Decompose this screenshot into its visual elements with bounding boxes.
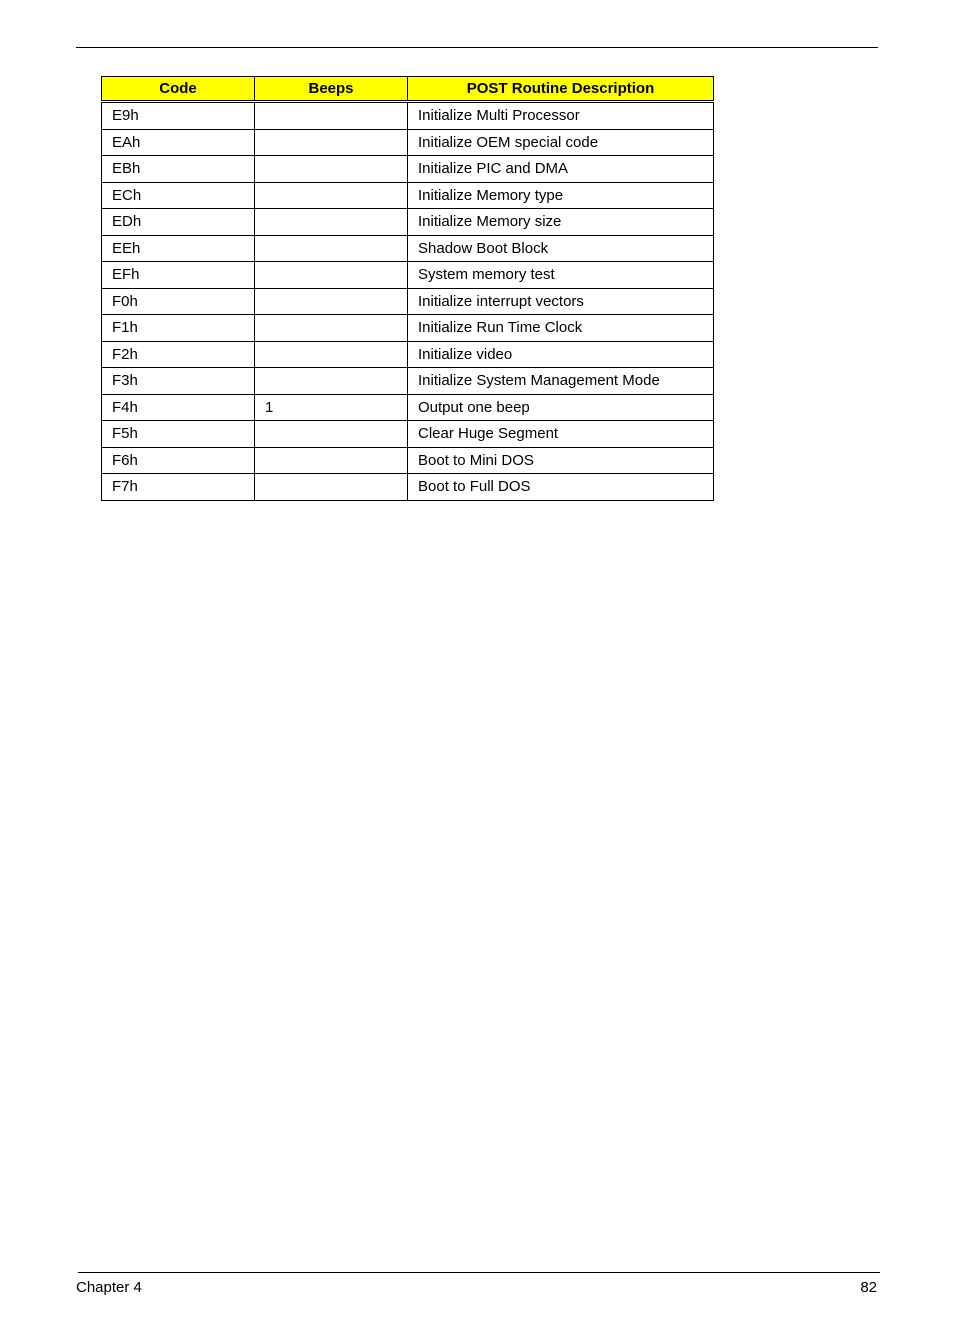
beeps-cell [255,368,408,395]
footer-rule [78,1272,880,1273]
beeps-cell [255,156,408,183]
table-row [102,209,714,236]
table-row [102,235,714,262]
beeps-cell [255,235,408,262]
table-row [102,262,714,289]
table-header [102,77,714,102]
description-cell: Initialize Multi Processor [408,102,714,130]
beeps-cell [255,209,408,236]
table-body [102,102,714,501]
beeps-cell [255,447,408,474]
table-row [102,315,714,342]
description-cell: Clear Huge Segment [408,421,714,448]
footer-chapter: Chapter 4 [76,1279,142,1296]
code-cell: E9h [102,102,255,130]
code-cell: F1h [102,315,255,342]
table-row [102,341,714,368]
description-cell: Initialize Memory size [408,209,714,236]
beeps-cell [255,102,408,130]
code-cell: EFh [102,262,255,289]
header-row [102,77,714,102]
description-cell: Initialize PIC and DMA [408,156,714,183]
table-row [102,182,714,209]
code-cell: F6h [102,447,255,474]
code-cell: F5h [102,421,255,448]
beeps-cell [255,315,408,342]
description-cell: Initialize OEM special code [408,129,714,156]
beeps-cell [255,288,408,315]
description-cell: Output one beep [408,394,714,421]
description-cell: Boot to Mini DOS [408,447,714,474]
code-cell: F4h [102,394,255,421]
code-cell: EAh [102,129,255,156]
code-cell: ECh [102,182,255,209]
code-cell: F7h [102,474,255,501]
column-header-beeps: Beeps [255,77,408,102]
beeps-cell: 1 [255,394,408,421]
beeps-cell [255,421,408,448]
table-row [102,102,714,130]
code-cell: EDh [102,209,255,236]
code-cell: F0h [102,288,255,315]
beeps-cell [255,262,408,289]
beeps-cell [255,474,408,501]
header-rule [76,47,878,48]
description-cell: Initialize interrupt vectors [408,288,714,315]
description-cell: Initialize Memory type [408,182,714,209]
table-row [102,129,714,156]
post-codes-table [101,76,714,501]
table-row [102,368,714,395]
table-row [102,447,714,474]
table-row [102,394,714,421]
table-row [102,421,714,448]
description-cell: Initialize System Management Mode [408,368,714,395]
table-row [102,474,714,501]
beeps-cell [255,341,408,368]
beeps-cell [255,129,408,156]
description-cell: Initialize video [408,341,714,368]
description-cell: Initialize Run Time Clock [408,315,714,342]
description-cell: Boot to Full DOS [408,474,714,501]
code-cell: F2h [102,341,255,368]
table-row [102,288,714,315]
table-row [102,156,714,183]
code-cell: EBh [102,156,255,183]
description-cell: Shadow Boot Block [408,235,714,262]
page-number: 82 [860,1279,877,1296]
description-cell: System memory test [408,262,714,289]
code-cell: F3h [102,368,255,395]
column-header-code: Code [102,77,255,102]
column-header-description: POST Routine Description [408,77,714,102]
code-cell: EEh [102,235,255,262]
beeps-cell [255,182,408,209]
